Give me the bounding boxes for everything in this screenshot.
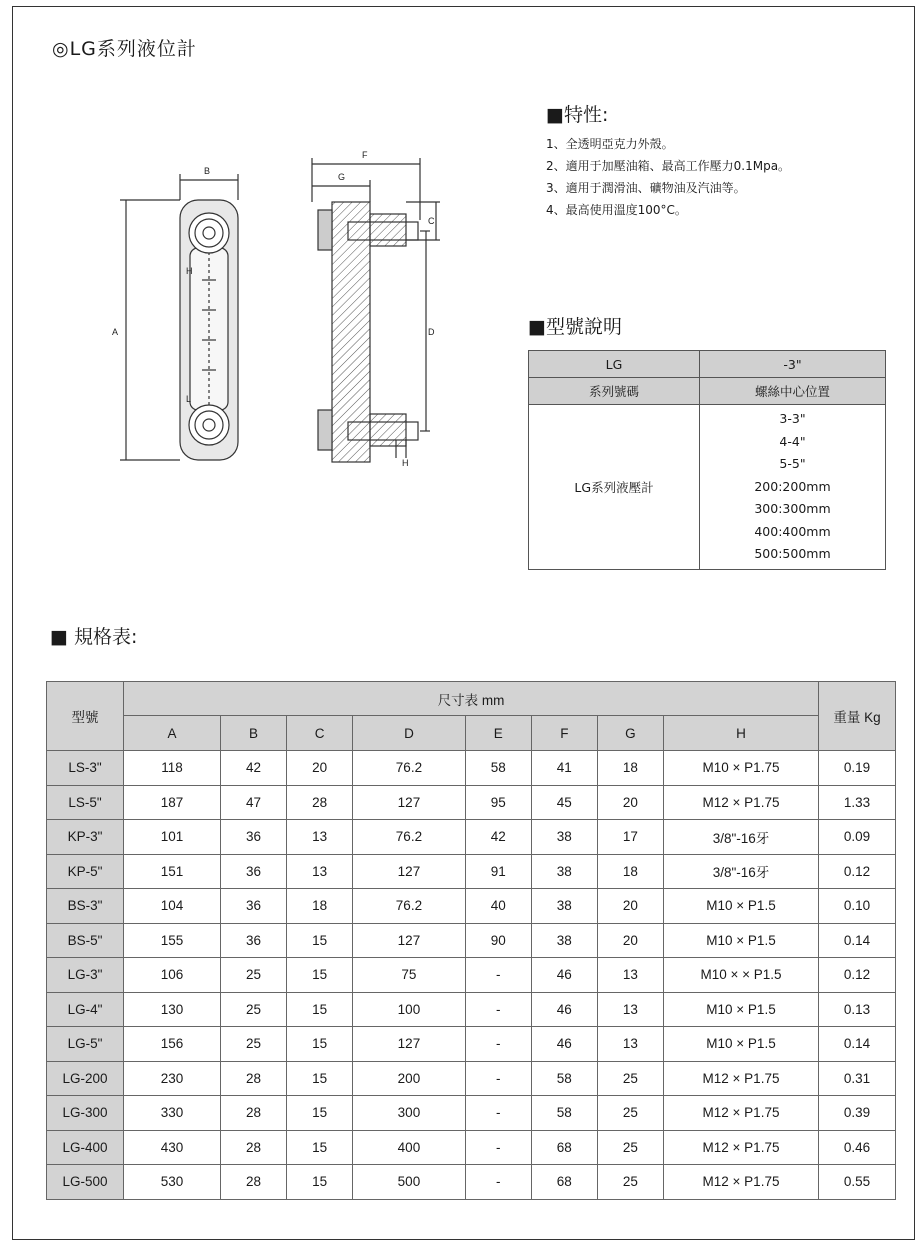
dim-cell: 156	[124, 1027, 221, 1062]
dim-cell: 58	[531, 1096, 597, 1131]
dim-cell: 46	[531, 1027, 597, 1062]
weight-cell: 0.13	[819, 992, 896, 1027]
table-row	[47, 992, 896, 1027]
dim-cell: 15	[287, 1096, 353, 1131]
dim-cell: 104	[124, 889, 221, 924]
dim-cell: 41	[531, 751, 597, 786]
dim-cell: 127	[353, 1027, 465, 1062]
label-h-top: H	[186, 266, 193, 276]
weight-cell: 0.12	[819, 854, 896, 889]
dim-cell: 40	[465, 889, 531, 924]
weight-cell: 0.31	[819, 1061, 896, 1096]
table-row	[47, 1165, 896, 1200]
spec-heading: ■ 規格表:	[50, 626, 138, 648]
dim-cell: -	[465, 1061, 531, 1096]
dim-cell: 127	[353, 923, 465, 958]
dim-cell: M12 × P1.75	[664, 1130, 819, 1165]
dim-cell: 13	[287, 820, 353, 855]
dim-cell: 42	[221, 751, 287, 786]
table-row	[47, 958, 896, 993]
dim-cell: 28	[221, 1130, 287, 1165]
feature-item: 2、適用于加壓油箱、最高工作壓力0.1Mpa。	[546, 159, 791, 173]
table-row	[47, 854, 896, 889]
dim-cell: 18	[597, 854, 663, 889]
weight-cell: 0.39	[819, 1096, 896, 1131]
dim-cell: 36	[221, 854, 287, 889]
dim-cell: 3/8"-16牙	[664, 854, 819, 889]
model-cell: KP-3"	[47, 820, 124, 855]
model-col-header: 型號	[47, 682, 124, 751]
dim-cell: 25	[221, 992, 287, 1027]
dim-cell: 36	[221, 923, 287, 958]
dim-cell: -	[465, 1130, 531, 1165]
model-cell: LS-5"	[47, 785, 124, 820]
center-code: 3-3"	[779, 411, 806, 426]
dim-cell: 38	[531, 889, 597, 924]
feature-item: 1、全透明亞克力外殼。	[546, 137, 674, 151]
dim-cell: M12 × P1.75	[664, 785, 819, 820]
feature-item: 3、適用于潤滑油、礦物油及汽油等。	[546, 181, 746, 195]
dim-cell: 46	[531, 992, 597, 1027]
model-cell: BS-3"	[47, 889, 124, 924]
dim-cell: M12 × P1.75	[664, 1096, 819, 1131]
dim-cell: 15	[287, 1130, 353, 1165]
weight-cell: 0.55	[819, 1165, 896, 1200]
dim-cell: 15	[287, 1061, 353, 1096]
dim-cell: 187	[124, 785, 221, 820]
series-name: LG系列液壓計	[529, 405, 700, 570]
model-suffix: -3"	[700, 351, 886, 378]
dim-cell: 42	[465, 820, 531, 855]
dim-cell: M10 × × P1.5	[664, 958, 819, 993]
label-b: B	[204, 166, 211, 176]
dim-cell: 151	[124, 854, 221, 889]
dim-cell: 101	[124, 820, 221, 855]
dim-cell: 230	[124, 1061, 221, 1096]
screw-center-label: 螺絲中心位置	[700, 378, 886, 405]
label-d: D	[428, 327, 435, 337]
dim-cell: 100	[353, 992, 465, 1027]
feature-item: 4、最高使用溫度100°C。	[546, 203, 687, 217]
dim-cell: 20	[287, 751, 353, 786]
model-cell: LG-4"	[47, 992, 124, 1027]
dim-cell: 330	[124, 1096, 221, 1131]
dim-cell: 13	[287, 854, 353, 889]
series-code-label: 系列號碼	[529, 378, 700, 405]
model-cell: LG-5"	[47, 1027, 124, 1062]
dim-cell: 20	[597, 785, 663, 820]
dim-cell: 36	[221, 889, 287, 924]
dim-cell: 28	[287, 785, 353, 820]
model-cell: LG-200	[47, 1061, 124, 1096]
model-cell: LG-500	[47, 1165, 124, 1200]
dim-cell: 25	[221, 958, 287, 993]
dim-cell: 15	[287, 1165, 353, 1200]
dim-cell: 18	[597, 751, 663, 786]
dim-cell: 47	[221, 785, 287, 820]
table-row	[47, 1061, 896, 1096]
dim-col-header-b: B	[221, 716, 287, 751]
weight-cell: 0.46	[819, 1130, 896, 1165]
dim-cell: 25	[597, 1096, 663, 1131]
weight-cell: 1.33	[819, 785, 896, 820]
dim-cell: 76.2	[353, 889, 465, 924]
dim-cell: 90	[465, 923, 531, 958]
dim-cell: 58	[531, 1061, 597, 1096]
label-h-bottom: H	[402, 458, 409, 468]
page-title: ◎LG系列液位計	[52, 38, 197, 60]
label-a: A	[112, 327, 119, 337]
dim-cell: 127	[353, 785, 465, 820]
dim-cell: 28	[221, 1096, 287, 1131]
dim-cell: 155	[124, 923, 221, 958]
dim-col-header-h: H	[664, 716, 819, 751]
model-cell: LG-400	[47, 1130, 124, 1165]
model-cell: KP-5"	[47, 854, 124, 889]
dim-cell: M12 × P1.75	[664, 1061, 819, 1096]
weight-cell: 0.10	[819, 889, 896, 924]
center-codes	[700, 405, 886, 570]
label-f: F	[362, 150, 368, 160]
dim-cell: 76.2	[353, 751, 465, 786]
dim-cell: 17	[597, 820, 663, 855]
table-row	[47, 751, 896, 786]
model-cell: LG-300	[47, 1096, 124, 1131]
dim-cell: 15	[287, 958, 353, 993]
dim-cell: 45	[531, 785, 597, 820]
dim-cell: 38	[531, 820, 597, 855]
dim-cell: 13	[597, 992, 663, 1027]
dim-cell: 28	[221, 1165, 287, 1200]
dim-cell: 68	[531, 1130, 597, 1165]
dim-col-header-c: C	[287, 716, 353, 751]
dim-cell: 15	[287, 1027, 353, 1062]
dim-cell: -	[465, 1096, 531, 1131]
dim-cell: 91	[465, 854, 531, 889]
center-code: 400:400mm	[754, 523, 831, 539]
dim-cell: 200	[353, 1061, 465, 1096]
dim-cell: 430	[124, 1130, 221, 1165]
dim-cell: 75	[353, 958, 465, 993]
dim-cell: -	[465, 992, 531, 1027]
center-code: 4-4"	[779, 433, 806, 449]
dim-cell: 38	[531, 854, 597, 889]
dim-cell: M10 × P1.75	[664, 751, 819, 786]
table-row	[47, 1130, 896, 1165]
dim-header: 尺寸表 mm	[124, 682, 819, 716]
model-cell: LG-3"	[47, 958, 124, 993]
features-section	[546, 100, 790, 221]
table-row	[47, 889, 896, 924]
weight-cell: 0.12	[819, 958, 896, 993]
dim-cell: 25	[597, 1061, 663, 1096]
technical-drawing	[100, 140, 450, 480]
dim-cell: 46	[531, 958, 597, 993]
weight-col-header: 重量 Kg	[819, 682, 896, 751]
label-g: G	[338, 172, 346, 182]
dim-cell: -	[465, 1027, 531, 1062]
dim-cell: 118	[124, 751, 221, 786]
table-row	[47, 1027, 896, 1062]
table-row	[47, 923, 896, 958]
dim-cell: 28	[221, 1061, 287, 1096]
center-code: 200:200mm	[754, 478, 831, 494]
dim-cell: 15	[287, 923, 353, 958]
features-heading: ■特性:	[546, 104, 609, 126]
dim-cell: 130	[124, 992, 221, 1027]
weight-cell: 0.14	[819, 923, 896, 958]
dim-cell: 25	[597, 1165, 663, 1200]
dim-cell: M10 × P1.5	[664, 923, 819, 958]
dim-cell: 127	[353, 854, 465, 889]
dim-cell: 95	[465, 785, 531, 820]
dim-cell: 36	[221, 820, 287, 855]
dim-cell: 68	[531, 1165, 597, 1200]
table-row	[47, 1096, 896, 1131]
dim-cell: M10 × P1.5	[664, 1027, 819, 1062]
weight-cell: 0.09	[819, 820, 896, 855]
dim-col-header-g: G	[597, 716, 663, 751]
dim-cell: 3/8"-16牙	[664, 820, 819, 855]
weight-cell: 0.14	[819, 1027, 896, 1062]
dim-cell: -	[465, 1165, 531, 1200]
label-c: C	[428, 216, 435, 226]
dim-cell: 25	[597, 1130, 663, 1165]
center-code: 500:500mm	[754, 546, 831, 561]
dim-cell: 15	[287, 992, 353, 1027]
dim-cell: 13	[597, 1027, 663, 1062]
dim-cell: M12 × P1.75	[664, 1165, 819, 1200]
dim-cell: 20	[597, 889, 663, 924]
dim-cell: 400	[353, 1130, 465, 1165]
dim-cell: 58	[465, 751, 531, 786]
dim-cell: 530	[124, 1165, 221, 1200]
dim-col-header-f: F	[531, 716, 597, 751]
table-row	[47, 820, 896, 855]
model-cell: BS-5"	[47, 923, 124, 958]
label-l: L	[186, 394, 192, 404]
dim-cell: 106	[124, 958, 221, 993]
dim-cell: 18	[287, 889, 353, 924]
dim-cell: 76.2	[353, 820, 465, 855]
dim-col-header-a: A	[124, 716, 221, 751]
dim-cell: 38	[531, 923, 597, 958]
dim-cell: 20	[597, 923, 663, 958]
dim-cell: M10 × P1.5	[664, 889, 819, 924]
dim-col-header-d: D	[353, 716, 465, 751]
spec-table	[46, 681, 896, 1200]
model-heading: ■型號說明	[528, 316, 622, 338]
dim-cell: 13	[597, 958, 663, 993]
dim-cell: 300	[353, 1096, 465, 1131]
center-code: 5-5"	[779, 456, 806, 471]
model-cell: LS-3"	[47, 751, 124, 786]
dim-cell: -	[465, 958, 531, 993]
dim-cell: 25	[221, 1027, 287, 1062]
table-row	[47, 785, 896, 820]
side-view-body	[332, 202, 370, 462]
weight-cell: 0.19	[819, 751, 896, 786]
model-table	[528, 350, 886, 570]
dim-cell: 500	[353, 1165, 465, 1200]
model-prefix: LG	[529, 351, 700, 378]
center-code: 300:300mm	[754, 501, 831, 516]
dim-col-header-e: E	[465, 716, 531, 751]
dim-cell: M10 × P1.5	[664, 992, 819, 1027]
